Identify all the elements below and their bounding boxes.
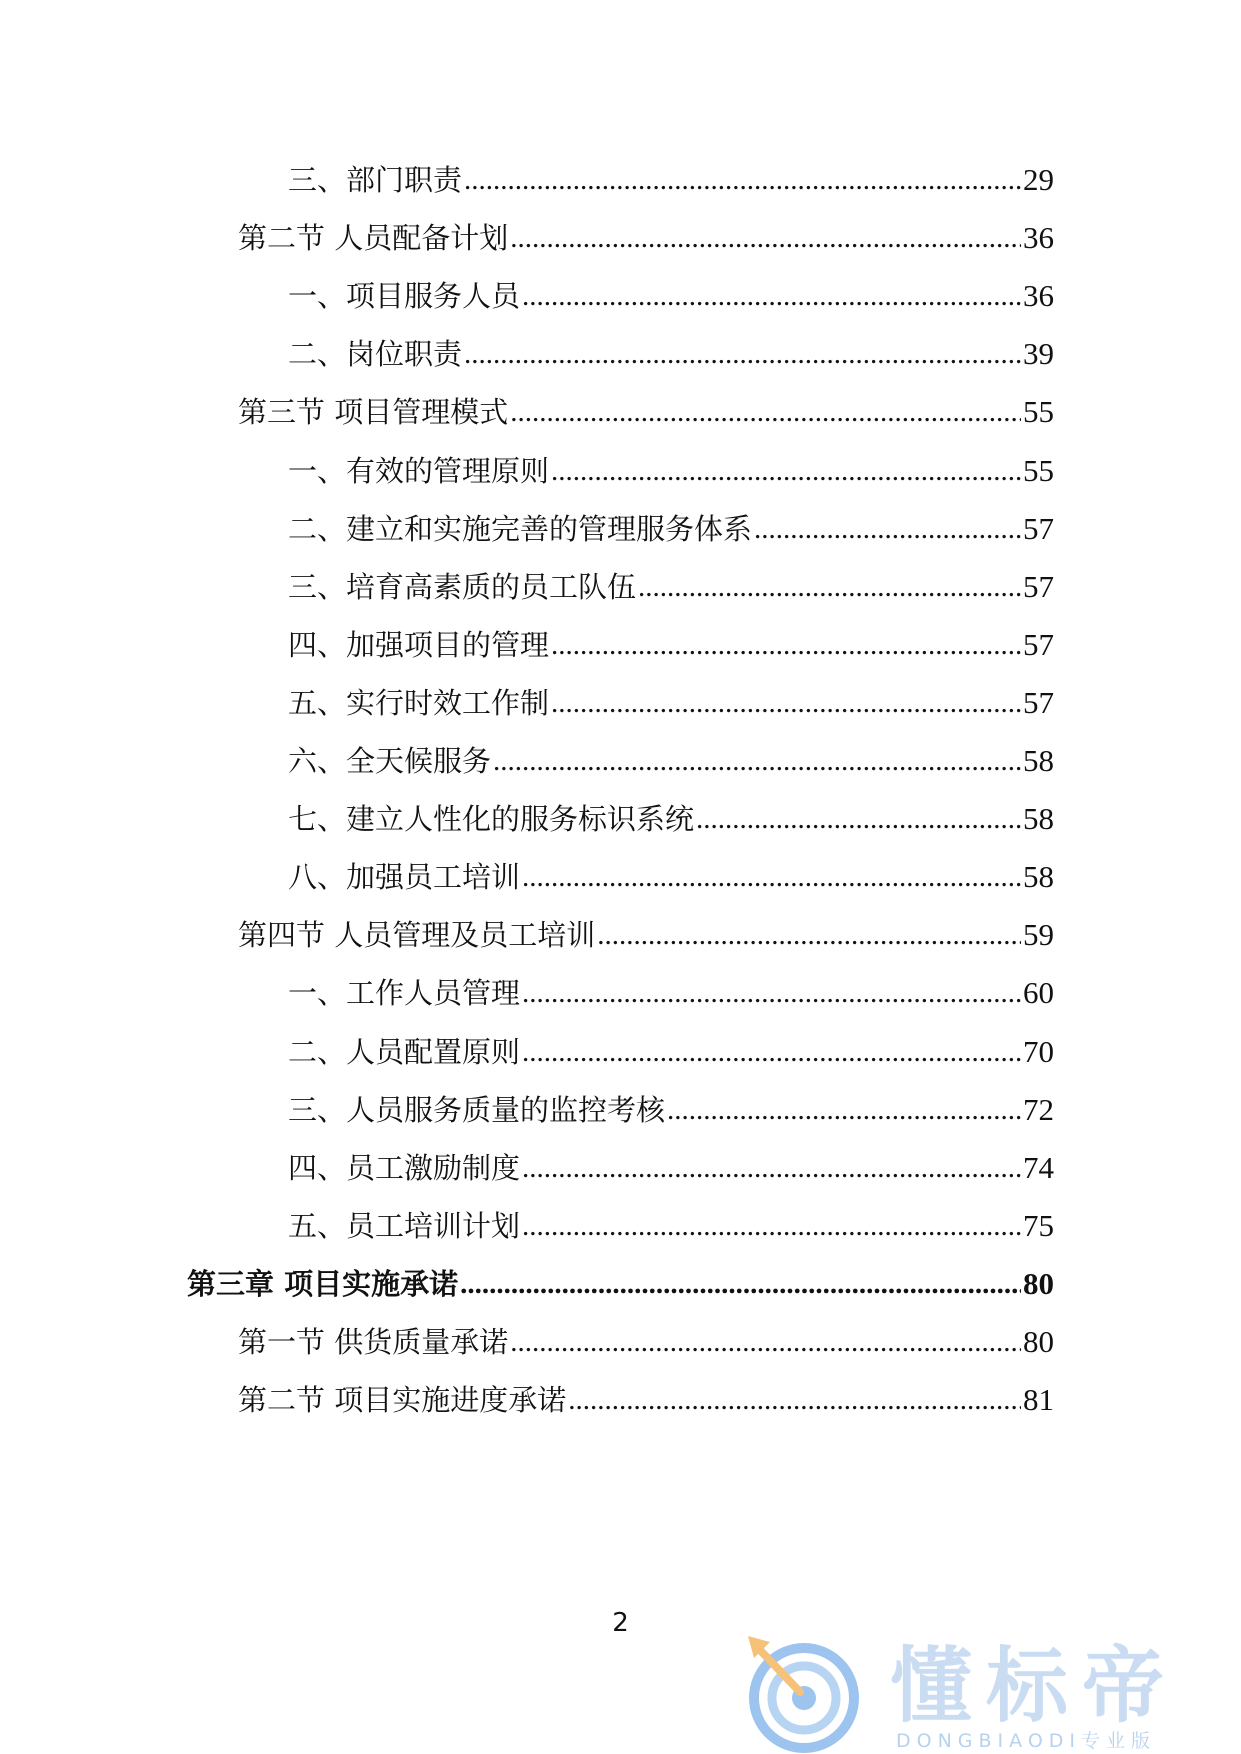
- toc-dot-leader: [754, 509, 1021, 549]
- toc-entry-page: 36: [1023, 220, 1054, 256]
- toc-entry-title: 第二节 人员配备计划: [238, 221, 509, 256]
- toc-entry[interactable]: [187, 1264, 1054, 1304]
- toc-entry[interactable]: [288, 509, 1054, 549]
- toc-entry-title: 第四节 人员管理及员工培训: [238, 918, 596, 953]
- toc-entry-title: 六、全天候服务: [288, 744, 492, 778]
- toc-entry[interactable]: [288, 857, 1054, 897]
- toc-dot-leader: [510, 392, 1021, 432]
- toc-entry-page: 58: [1023, 743, 1054, 778]
- toc-dot-leader: [667, 1090, 1021, 1130]
- toc-entry[interactable]: [288, 741, 1054, 781]
- toc-entry-page: 74: [1023, 1149, 1054, 1185]
- toc-dot-leader: [522, 1206, 1021, 1246]
- toc-dot-leader: [551, 451, 1021, 491]
- toc-entry-title: 四、员工激励制度: [288, 1150, 521, 1185]
- toc-entry-title: 三、部门职责: [288, 163, 463, 197]
- toc-entry-title: 一、工作人员管理: [288, 976, 521, 1011]
- toc-entry[interactable]: [288, 1148, 1054, 1188]
- toc-entry-title: 第二节 项目实施进度承诺: [238, 1383, 567, 1418]
- toc-entry[interactable]: [288, 567, 1054, 607]
- toc-entry-page: 80: [1023, 1265, 1054, 1301]
- toc-entry[interactable]: [288, 683, 1054, 723]
- toc-entry-title: 五、员工培训计划: [288, 1208, 521, 1243]
- toc-entry-page: 57: [1023, 626, 1054, 662]
- toc-dot-leader: [696, 799, 1021, 839]
- toc-entry-title: 四、加强项目的管理: [288, 627, 550, 662]
- toc-entry[interactable]: [238, 915, 1054, 955]
- toc-dot-leader: [460, 1264, 1021, 1304]
- toc-dot-leader: [551, 625, 1021, 665]
- toc-entry-page: 57: [1023, 568, 1054, 604]
- toc-entry[interactable]: [238, 392, 1054, 432]
- toc-entry-page: 39: [1023, 336, 1054, 372]
- toc-entry[interactable]: [288, 334, 1054, 374]
- toc-entry[interactable]: [288, 625, 1054, 665]
- toc-dot-leader: [464, 160, 1021, 200]
- toc-entry[interactable]: [238, 218, 1054, 258]
- toc-entry-page: 57: [1023, 684, 1054, 720]
- toc-dot-leader: [522, 276, 1021, 316]
- toc-entry-page: 36: [1023, 278, 1054, 314]
- toc-entry-title: 八、加强员工培训: [288, 860, 521, 895]
- toc-entry-page: 81: [1023, 1382, 1054, 1418]
- toc-entry-title: 二、建立和实施完善的管理服务体系: [288, 511, 753, 546]
- toc-dot-leader: [551, 683, 1021, 723]
- toc-entry-page: 58: [1023, 801, 1054, 837]
- watermark: [740, 1628, 1235, 1754]
- toc-entry-title: 二、人员配置原则: [288, 1034, 521, 1069]
- toc-entry-title: 三、培育高素质的员工队伍: [288, 569, 637, 604]
- toc-entry[interactable]: [288, 1090, 1054, 1130]
- toc-dot-leader: [597, 915, 1021, 955]
- toc-entry-title: 一、项目服务人员: [288, 279, 521, 314]
- toc-dot-leader: [510, 218, 1021, 258]
- toc-entry[interactable]: [288, 973, 1054, 1013]
- toc-entry-title: 第一节 供货质量承诺: [238, 1325, 509, 1359]
- toc-entry-title: 二、岗位职责: [288, 337, 463, 372]
- toc-entry-title: 七、建立人性化的服务标识系统: [288, 802, 695, 837]
- toc-entry-page: 70: [1023, 1033, 1054, 1069]
- toc-entry[interactable]: [288, 799, 1054, 839]
- watermark-subtitle: DONGBIAODI专业版: [896, 1730, 1157, 1752]
- toc-entry-title: 第三章 项目实施承诺: [187, 1266, 459, 1301]
- toc-dot-leader: [522, 1148, 1021, 1188]
- toc-entry-page: 57: [1023, 510, 1054, 546]
- toc-dot-leader: [638, 567, 1021, 607]
- watermark-brand: 懂标帝: [890, 1639, 1179, 1734]
- toc-entry[interactable]: [238, 1380, 1054, 1420]
- toc-entry[interactable]: [288, 160, 1054, 200]
- toc-entry[interactable]: [288, 1206, 1054, 1246]
- toc-entry[interactable]: [288, 276, 1054, 316]
- toc-entry-title: 三、人员服务质量的监控考核: [288, 1092, 666, 1127]
- toc-entry-title: 一、有效的管理原则: [288, 453, 550, 488]
- toc-dot-leader: [522, 857, 1021, 897]
- toc-entry-title: 第三节 项目管理模式: [238, 395, 509, 430]
- toc-entry-page: 55: [1023, 452, 1054, 488]
- toc-entry-page: 29: [1023, 162, 1054, 197]
- toc-dot-leader: [493, 741, 1021, 781]
- target-arrow-icon: [740, 1628, 868, 1754]
- toc-dot-leader: [522, 1032, 1021, 1072]
- toc-entry-page: 58: [1023, 859, 1054, 895]
- page-number: 2: [612, 1608, 629, 1638]
- toc-entry[interactable]: [288, 451, 1054, 491]
- toc-entry[interactable]: [288, 1032, 1054, 1072]
- toc-entry-page: 75: [1023, 1207, 1054, 1243]
- toc-entry-title: 五、实行时效工作制: [288, 685, 550, 720]
- toc-dot-leader: [464, 334, 1021, 374]
- toc-dot-leader: [568, 1380, 1021, 1420]
- toc-entry-page: 60: [1023, 975, 1054, 1011]
- toc-dot-leader: [510, 1322, 1021, 1362]
- toc-entry-page: 72: [1023, 1091, 1054, 1127]
- toc-entry-page: 55: [1023, 394, 1054, 430]
- toc-dot-leader: [522, 973, 1021, 1013]
- toc-entry-page: 80: [1023, 1324, 1054, 1359]
- toc-entry[interactable]: [238, 1322, 1054, 1362]
- toc-entry-page: 59: [1023, 917, 1054, 953]
